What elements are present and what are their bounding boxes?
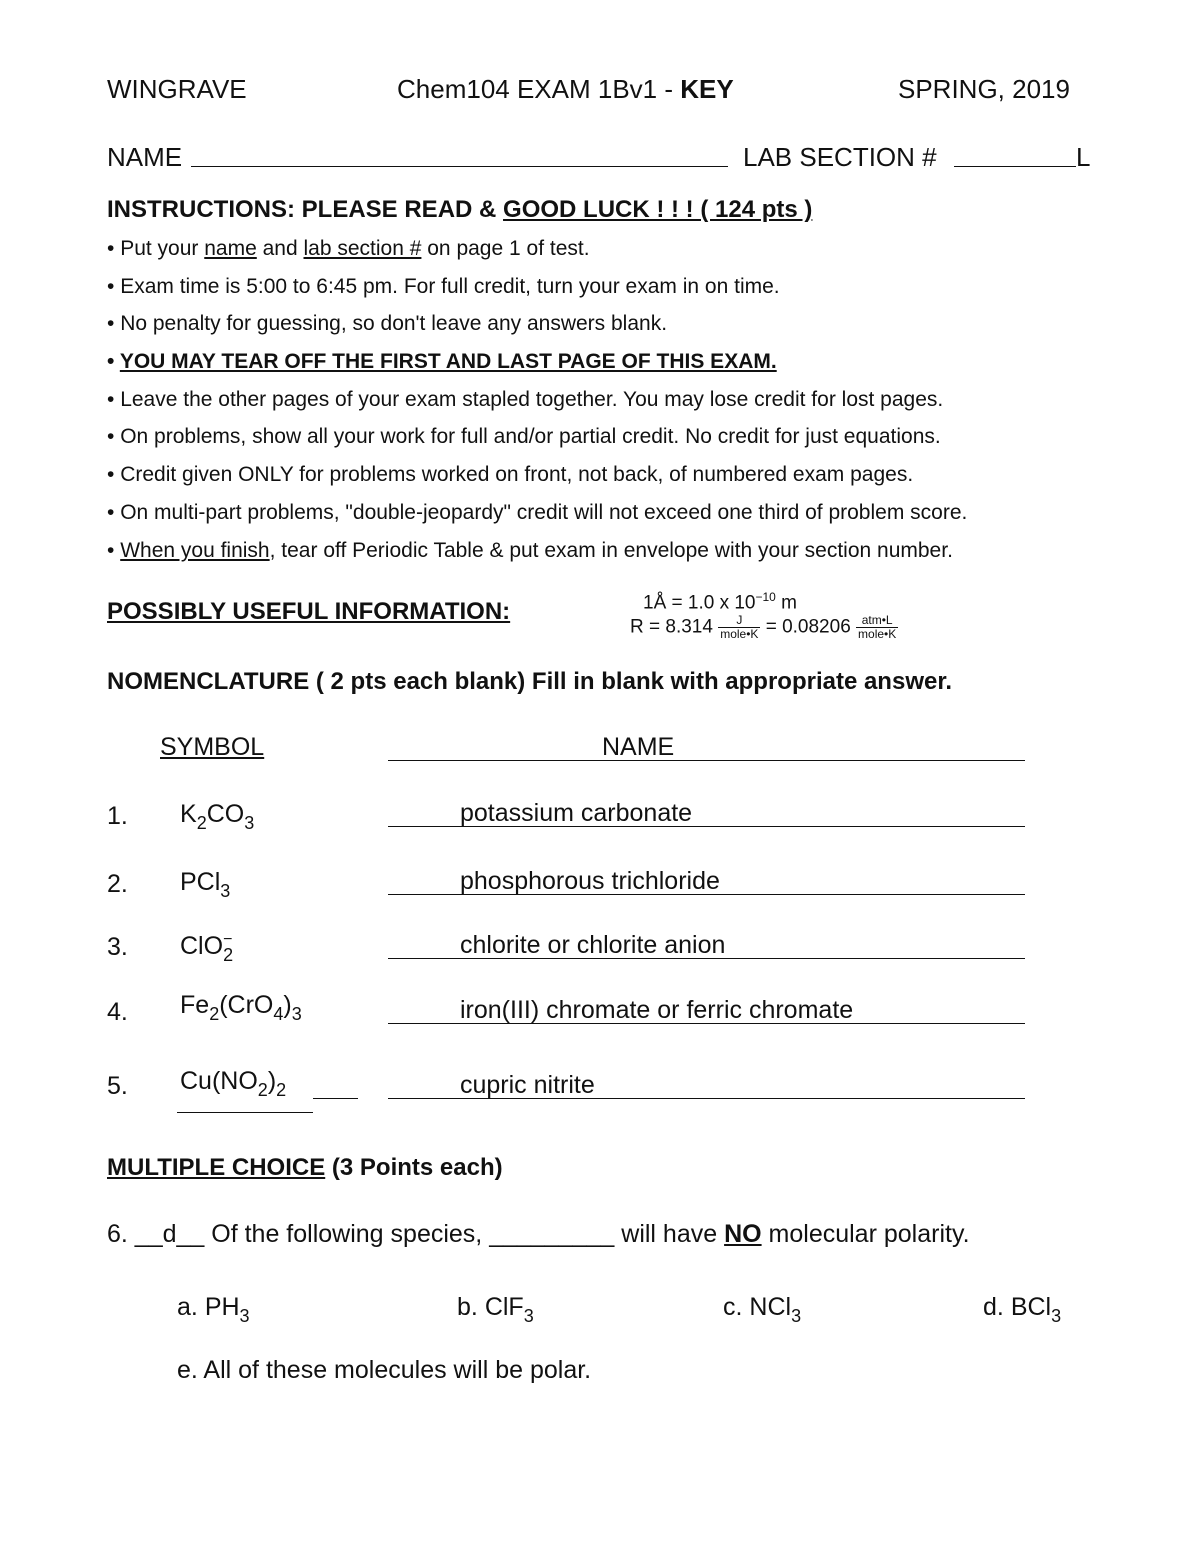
instruction-bullet-3 [107, 312, 667, 336]
f1-b: 2 [196, 813, 207, 833]
b1-pre: Put your [114, 237, 205, 260]
choice-d-label: d. [983, 1293, 1004, 1321]
item-1-number: 1. [107, 802, 128, 830]
choice-b-sub: 3 [523, 1306, 534, 1326]
instructions-heading [107, 196, 812, 224]
bullet-dot: • [107, 501, 115, 524]
b8-text: On multi-part problems, "double-jeopardy" credit will not exceed one third of problem score. [114, 501, 968, 524]
instructor-name: WINGRAVE [107, 74, 247, 104]
symbol-column-header: SYMBOL [160, 733, 265, 761]
f2-a: PCl [180, 868, 221, 896]
q6-choice-a[interactable] [177, 1293, 250, 1327]
instruction-bullet-7 [107, 463, 913, 487]
exam-title [397, 74, 734, 105]
instruction-bullet-9 [107, 539, 953, 563]
bullet-dot: • [107, 312, 115, 335]
f4-e: ) [283, 991, 292, 1019]
choice-d-species: BCl [1010, 1293, 1052, 1321]
f2-b: 3 [220, 881, 231, 901]
r-frac2-den: mole•K [858, 627, 897, 641]
choice-d-sub: 3 [1051, 1306, 1062, 1326]
lab-section-suffix: L [1076, 142, 1091, 172]
bullet-dot: • [107, 463, 115, 486]
useful-info-heading: POSSIBLY USEFUL INFORMATION: [107, 598, 511, 625]
r-fraction-2 [856, 614, 898, 641]
f4-c: (CrO [219, 991, 274, 1019]
instructions-heading-prefix: INSTRUCTIONS: PLEASE READ & [107, 196, 504, 223]
mc-heading-text: MULTIPLE CHOICE [107, 1154, 326, 1181]
bullet-dot: • [107, 350, 115, 373]
q6-answer: __d__ [134, 1220, 205, 1248]
instruction-bullet-1 [107, 237, 590, 261]
angstrom-equation [643, 590, 797, 614]
f5-b: (NO [211, 1067, 258, 1095]
choice-b-species: ClF [484, 1293, 524, 1321]
q6-choice-e[interactable]: e. All of these molecules will be polar. [177, 1356, 592, 1384]
item-2-number: 2. [107, 870, 128, 898]
exam-key-label: KEY [680, 74, 734, 104]
f1-d: 3 [244, 813, 255, 833]
item-1-formula [180, 800, 254, 834]
b1-mid: and [256, 237, 304, 260]
b6-text: On problems, show all your work for full and/or partial credit. No credit for just equations. [114, 425, 941, 448]
name-column-underline [388, 760, 1025, 761]
choice-b-label: b. [457, 1293, 478, 1321]
instruction-bullet-5 [107, 388, 943, 412]
f4-d: 4 [273, 1004, 284, 1024]
f3-charge: − [223, 931, 233, 948]
q6-choice-c[interactable] [723, 1293, 801, 1327]
mc-points-text: (3 Points each) [325, 1154, 503, 1181]
choice-a-species: PH [204, 1293, 240, 1321]
q6-choice-b[interactable] [457, 1293, 534, 1327]
f5-e: 2 [276, 1080, 287, 1100]
r-fraction-1 [718, 614, 760, 641]
choice-c-sub: 3 [791, 1306, 802, 1326]
f5-a: Cu [180, 1067, 212, 1095]
gas-constant-equation [630, 614, 898, 641]
angstrom-lhs: 1Å = 1.0 x 10 [643, 592, 756, 614]
item-5-formula [180, 1067, 286, 1101]
item-4-formula [180, 991, 302, 1025]
f4-b: 2 [209, 1004, 220, 1024]
r-frac1-num: J [718, 614, 760, 628]
f5-d: ) [267, 1067, 277, 1095]
name-blank-field[interactable] [191, 166, 728, 167]
lab-section-label: LAB SECTION # [743, 142, 937, 172]
item-3-answer: chlorite or chlorite anion [460, 931, 726, 959]
item-5-formula-tail-line [313, 1098, 358, 1099]
q6-stem-pre: Of the following species, _________ will have [204, 1220, 725, 1248]
q6-choice-d[interactable] [983, 1293, 1061, 1327]
f5-c: 2 [257, 1080, 268, 1100]
item-3-number: 3. [107, 933, 128, 961]
b3-text: No penalty for guessing, so don't leave any answers blank. [114, 312, 668, 335]
f1-a: K [180, 800, 197, 828]
f3-b: 2 [223, 945, 234, 965]
exam-term: SPRING, 2019 [898, 74, 1070, 104]
item-5-number: 5. [107, 1072, 128, 1100]
name-column-header: NAME [602, 733, 675, 761]
choice-a-label: a. [177, 1293, 198, 1321]
bullet-dot: • [107, 539, 115, 562]
b7-text: Credit given ONLY for problems worked on front, not back, of numbered exam pages. [114, 463, 914, 486]
angstrom-unit: m [775, 592, 797, 614]
item-4-number: 4. [107, 998, 128, 1026]
r-frac2-num: atm•L [856, 614, 898, 628]
f4-f: 3 [291, 1004, 302, 1024]
choice-a-sub: 3 [239, 1306, 250, 1326]
bullet-dot: • [107, 275, 115, 298]
b1-name: name [204, 237, 257, 260]
bullet-dot: • [107, 425, 115, 448]
f1-c: CO [206, 800, 245, 828]
item-5-formula-underline [177, 1112, 313, 1113]
instruction-bullet-2 [107, 275, 780, 299]
item-5-answer: cupric nitrite [460, 1071, 595, 1099]
choice-c-label: c. [723, 1293, 743, 1321]
item-2-formula [180, 868, 230, 902]
bullet-dot: • [107, 237, 115, 260]
name-label: NAME [107, 142, 183, 172]
b2-text: Exam time is 5:00 to 6:45 pm. For full credit, turn your exam in on time. [114, 275, 780, 298]
b5-text: Leave the other pages of your exam stapled together. You may lose credit for lost pages. [114, 388, 944, 411]
b4-text: YOU MAY TEAR OFF THE FIRST AND LAST PAGE OF THIS EXAM. [119, 350, 777, 373]
q6-stem-post: molecular polarity. [761, 1220, 970, 1248]
instructions-heading-good-luck: GOOD LUCK ! ! ! ( 124 pts ) [503, 196, 813, 223]
b1-lab: lab section # [303, 237, 422, 260]
choice-c-species: NCl [749, 1293, 792, 1321]
item-2-answer: phosphorous trichloride [460, 867, 720, 895]
item-1-answer: potassium carbonate [460, 799, 693, 827]
multiple-choice-heading [107, 1154, 503, 1182]
f4-a: Fe [180, 991, 210, 1019]
question-6-stem [107, 1220, 970, 1249]
b9-post: , tear off Periodic Table & put exam in envelope with your section number. [269, 539, 953, 562]
q6-stem-emphasis: NO [724, 1220, 762, 1248]
r-lhs: R = 8.314 [630, 616, 719, 638]
angstrom-exponent: −10 [755, 590, 776, 604]
r-frac1-den: mole•K [720, 627, 759, 641]
instruction-bullet-6 [107, 425, 941, 449]
item-3-formula [180, 931, 232, 966]
f3-a: ClO [180, 932, 224, 960]
instruction-bullet-8 [107, 501, 967, 525]
nomenclature-heading: NOMENCLATURE ( 2 pts each blank) Fill in blank with appropriate answer. [107, 668, 953, 695]
item-4-answer: iron(III) chromate or ferric chromate [460, 996, 854, 1024]
r-mid: = 0.08206 [760, 616, 857, 638]
b1-post: on page 1 of test. [421, 237, 590, 260]
b9-underlined: When you finish [120, 539, 270, 562]
lab-section-blank-field[interactable] [954, 166, 1076, 167]
bullet-dot: • [107, 388, 115, 411]
instruction-bullet-4 [107, 350, 777, 374]
exam-title-text: Chem104 EXAM 1Bv1 - [397, 74, 681, 104]
q6-number: 6. [107, 1220, 135, 1248]
